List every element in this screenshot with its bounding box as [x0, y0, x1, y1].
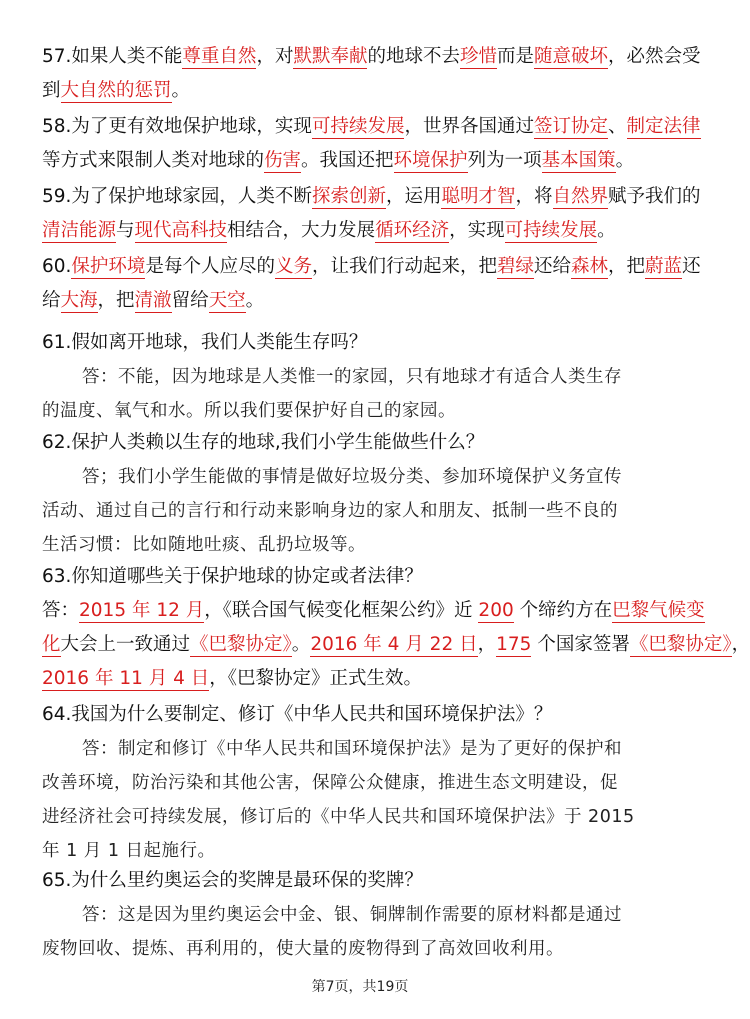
text-segment: 到	[42, 80, 61, 101]
highlighted-term: 清澈	[134, 290, 172, 311]
question-line	[42, 144, 682, 178]
question-60	[42, 250, 701, 318]
highlighted-term: 制定法律	[626, 116, 701, 137]
highlighted-term: 2016 年 11 月 4 日	[42, 668, 210, 689]
answer-line: 生活习惯：比如随地吐痰、乱扔垃圾等。	[42, 535, 366, 555]
text-segment: ，	[477, 634, 497, 655]
highlighted-term: 保护环境	[71, 256, 146, 277]
highlighted-term: 2015 年 12 月	[79, 600, 205, 621]
highlighted-term: 《巴黎协定》	[190, 634, 292, 655]
highlighted-term: 2016 年 4 月 22 日	[310, 634, 478, 655]
text-segment: ，世界各国通过	[404, 116, 534, 137]
text-segment: 60.	[42, 256, 72, 277]
text-segment: ，必然会受	[608, 46, 701, 67]
question-line	[42, 74, 682, 108]
highlighted-term: 《巴黎协定》	[629, 634, 732, 655]
text-segment: 列为一项	[467, 150, 542, 171]
highlighted-term: 森林	[571, 256, 609, 277]
text-segment: 个国家签署	[531, 634, 630, 655]
text-segment: ，把	[608, 256, 646, 277]
text-segment: 给	[42, 290, 61, 311]
question-line	[42, 864, 682, 898]
text-segment: 与	[116, 220, 135, 241]
text-segment: 57.如果人类不能	[42, 46, 183, 67]
question-line	[42, 214, 682, 248]
question-64	[42, 698, 682, 732]
text-segment: 63.你知道哪些关于保护地球的协定或者法律？	[42, 566, 423, 587]
text-segment: 留给	[171, 290, 209, 311]
answer-line: 的温度、氧气和水。所以我们要保护好自己的家园。	[42, 401, 456, 421]
text-segment: 58.为了更有效地保护地球，实现	[42, 116, 312, 137]
answer-line: 答：制定和修订《中华人民共和国环境保护法》是为了更好的保护和	[82, 739, 622, 759]
answer-line: 废物回收、提炼、再利用的，使大量的废物得到了高效回收利用。	[42, 939, 564, 959]
question-61	[42, 326, 682, 360]
highlighted-term: 200	[478, 600, 514, 621]
highlighted-term: 碧绿	[496, 256, 534, 277]
highlighted-term: 探索创新	[311, 186, 386, 207]
highlighted-term: 尊重自然	[182, 46, 257, 67]
text-segment: ，《联合国气候变化框架公约》近	[204, 600, 479, 621]
question-line	[42, 628, 750, 662]
highlighted-term: 义务	[274, 256, 312, 277]
text-segment: 64.我国为什么要制定、修订《中华人民共和国环境保护法》？	[42, 704, 553, 725]
answer-line: 年 1 月 1 日起施行。	[42, 841, 216, 861]
highlighted-term: 巴黎气候变	[612, 600, 705, 621]
question-58	[42, 110, 701, 178]
text-segment: 59.为了保护地球家园，人类不断	[42, 186, 312, 207]
question-line	[42, 662, 682, 696]
question-line	[42, 698, 682, 732]
text-segment: 。	[597, 220, 616, 241]
page-footer: 第7页，共19页	[311, 979, 409, 995]
highlighted-term: 化	[42, 634, 61, 655]
question-line	[42, 560, 682, 594]
text-segment: 。	[291, 634, 311, 655]
text-segment: 62.保护人类赖以生存的地球,我们小学生能做些什么？	[42, 432, 485, 453]
text-segment: 、	[607, 116, 627, 137]
highlighted-term: 大海	[60, 290, 98, 311]
highlighted-term: 可持续发展	[504, 220, 598, 241]
highlighted-term: 清洁能源	[42, 220, 117, 241]
text-segment: 等方式来限制人类对地球的	[42, 150, 265, 171]
highlighted-term: 175	[496, 634, 532, 655]
highlighted-term: 大自然的惩罚	[60, 80, 172, 101]
answer-line: 活动、通过自己的言行和行动来影响身边的家人和朋友、抵制一些不良的	[42, 501, 618, 521]
highlighted-term: 默默奉献	[293, 46, 368, 67]
text-segment: ，对	[256, 46, 294, 67]
text-segment: ，将	[515, 186, 553, 207]
answer-line: 答；我们小学生能做的事情是做好垃圾分类、参加环境保护义务宣传	[82, 467, 622, 487]
text-segment: 。	[245, 290, 265, 311]
highlighted-term: 天空	[208, 290, 246, 311]
highlighted-term: 现代高科技	[134, 220, 228, 241]
text-segment: ，运用	[385, 186, 442, 207]
text-segment: 还	[682, 256, 701, 277]
text-segment: 61.假如离开地球，我们人类能生存吗？	[42, 332, 368, 353]
text-segment: ，《巴黎协定》正式生效。	[209, 668, 423, 689]
highlighted-term: 签订协定	[533, 116, 608, 137]
answer-65	[42, 898, 682, 966]
text-segment: 还给	[534, 256, 572, 277]
question-65	[42, 864, 682, 898]
highlighted-term: 随意破坏	[534, 46, 609, 67]
highlighted-term: 伤害	[264, 150, 302, 171]
answer-61	[42, 360, 682, 428]
question-line	[42, 180, 701, 214]
text-segment: 65.为什么里约奥运会的奖牌是最环保的奖牌？	[42, 870, 423, 891]
question-62	[42, 426, 682, 460]
question-line	[42, 284, 682, 318]
highlighted-term: 珍惜	[459, 46, 497, 67]
answer-64	[42, 732, 682, 868]
text-segment: ，把	[97, 290, 135, 311]
text-segment: ，让我们行动起来，把	[311, 256, 497, 277]
text-segment: ，实现	[449, 220, 505, 241]
answer-line: 改善环境，防治污染和其他公害，保障公众健康，推进生态文明建设，促	[42, 773, 618, 793]
highlighted-term: 自然界	[552, 186, 609, 207]
answer-line: 答：不能，因为地球是人类惟一的家园，只有地球才有适合人类生存	[82, 367, 622, 387]
question-57	[42, 40, 701, 108]
question-line	[42, 110, 701, 144]
highlighted-term: 可持续发展	[311, 116, 405, 137]
text-segment: 相结合，大力发展	[227, 220, 376, 241]
highlighted-term: 基本国策	[541, 150, 616, 171]
answer-line: 进经济社会可持续发展，修订后的《中华人民共和国环境保护法》于 2015	[42, 807, 635, 827]
text-segment: 而是	[497, 46, 535, 67]
question-63	[42, 560, 750, 696]
text-segment: 。	[171, 80, 191, 101]
question-line	[42, 40, 701, 74]
question-line	[42, 426, 682, 460]
text-segment: 。	[615, 150, 635, 171]
text-segment: 答：	[42, 600, 80, 621]
question-line	[42, 594, 705, 628]
answer-62	[42, 460, 682, 562]
text-segment: 个缔约方在	[513, 600, 613, 621]
highlighted-term: 蔚蓝	[645, 256, 683, 277]
text-segment: 。我国还把	[301, 150, 394, 171]
text-segment: 的地球不去	[367, 46, 460, 67]
text-segment: 是每个人应尽的	[145, 256, 275, 277]
question-line	[42, 250, 701, 284]
text-segment: 大会上一致通过	[60, 634, 191, 655]
highlighted-term: 循环经济	[375, 220, 450, 241]
highlighted-term: 环境保护	[393, 150, 468, 171]
text-segment: 赋予我们的	[608, 186, 701, 207]
highlighted-term: 聪明才智	[441, 186, 516, 207]
question-59	[42, 180, 701, 248]
question-line	[42, 326, 682, 360]
answer-line: 答：这是因为里约奥运会中金、银、铜牌制作需要的原材料都是通过	[82, 905, 622, 925]
text-segment: ，	[731, 634, 750, 655]
